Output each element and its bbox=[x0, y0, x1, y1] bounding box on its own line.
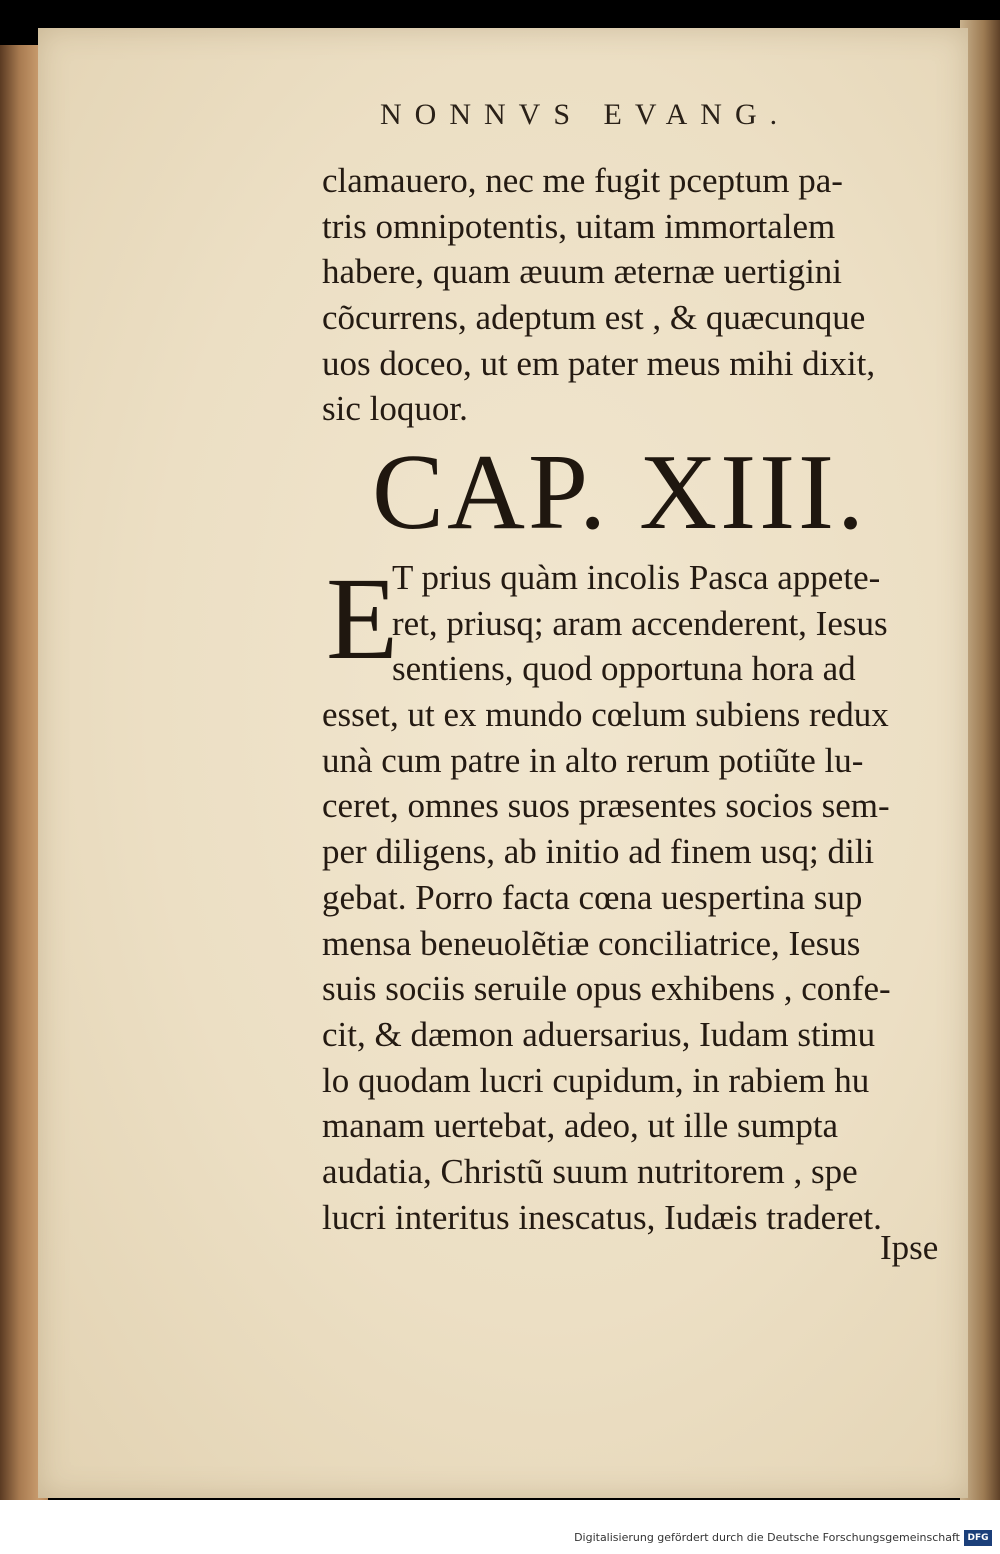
text-line: unà cum patre in alto rerum potiũte lu- bbox=[322, 740, 864, 780]
funding-credit: Digitalisierung gefördert durch die Deutsche Forschungsgemeinschaft bbox=[574, 1531, 960, 1544]
running-head: NONNVS EVANG. bbox=[380, 98, 791, 131]
text-line: ret, priusq; aram accenderent, Iesus bbox=[392, 603, 888, 643]
chapter-heading: CAP. XIII. bbox=[372, 433, 868, 552]
text-line: per diligens, ab initio ad finem usq; dili bbox=[322, 832, 875, 872]
text-line: lo quodam lucri cupidum, in rabiem hu bbox=[322, 1060, 870, 1100]
text-line: ceret, omnes suos præsentes socios sem- bbox=[322, 786, 890, 826]
drop-initial: E bbox=[326, 553, 399, 684]
text-line: clamauero, nec me fugit pceptum pa- bbox=[322, 161, 843, 200]
text-line: audatia, Christũ suum nutritorem , spe bbox=[322, 1151, 858, 1191]
text-line: tris omnipotentis, uitam immortalem bbox=[322, 206, 836, 246]
text-line: manam uertebat, adeo, ut ille sumpta bbox=[322, 1106, 839, 1146]
text-line: gebat. Porro facta cœna uespertina sup bbox=[322, 877, 863, 917]
text-line: suis sociis seruile opus exhibens , confe- bbox=[322, 969, 891, 1009]
text-line: T prius quàm incolis Pasca appete- bbox=[392, 558, 881, 597]
text-line: cõcurrens, adeptum est , & quæcunque bbox=[322, 298, 866, 338]
text-line: lucri interitus inescatus, Iudæis traderet. bbox=[322, 1197, 882, 1237]
text-block-top bbox=[322, 158, 952, 432]
text-line: esset, ut ex mundo cœlum subiens redux bbox=[322, 695, 889, 735]
text-line: sentiens, quod opportuna hora ad bbox=[392, 649, 856, 689]
catchword: Ipse bbox=[880, 1228, 939, 1267]
text-line: uos doceo, ut em pater meus mihi dixit, bbox=[322, 343, 876, 383]
text-block-main bbox=[322, 555, 952, 1240]
dfg-logo: DFG bbox=[964, 1530, 992, 1546]
text-line: sic loquor. bbox=[322, 389, 468, 429]
text-line: habere, quam æuum æternæ uertigini bbox=[322, 252, 843, 292]
text-line: mensa beneuolẽtiæ conciliatrice, Iesus bbox=[322, 923, 861, 963]
footer-bar bbox=[0, 1500, 1000, 1554]
text-line: cit, & dæmon aduersarius, Iudam stimu bbox=[322, 1014, 876, 1054]
